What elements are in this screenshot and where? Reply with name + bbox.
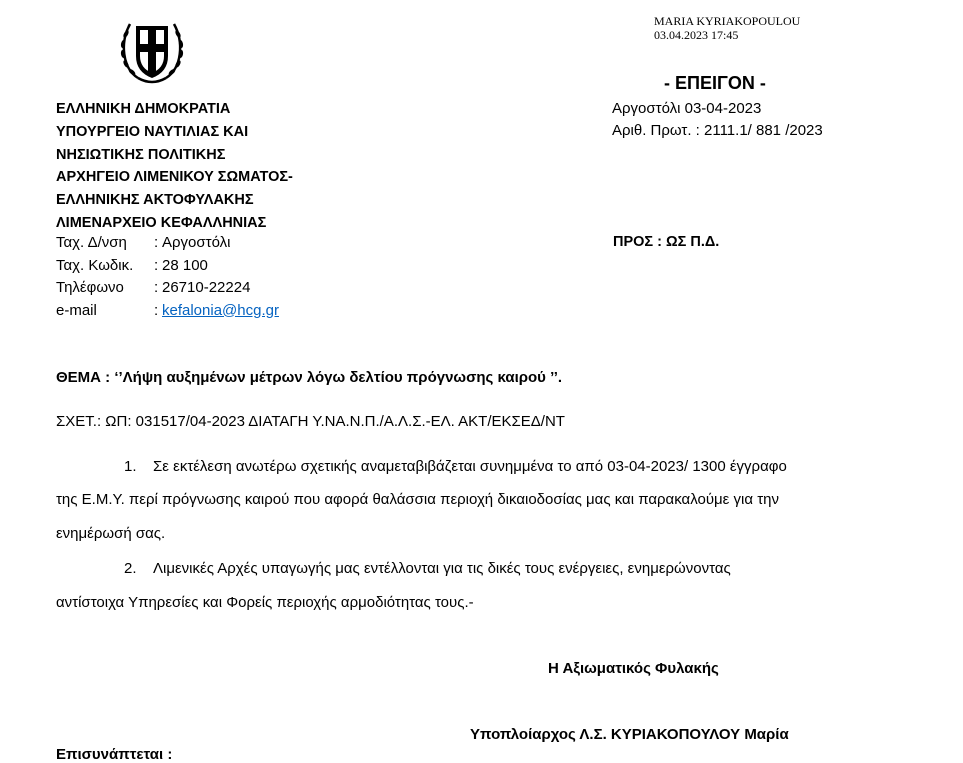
paragraph-line: της Ε.Μ.Υ. περί πρόγνωσης καιρού που αφορά θαλάσσια περιοχή δικαιοδοσίας μας και παρακαλούμε για την bbox=[56, 491, 779, 508]
org-line: ΛΙΜΕΝΑΡΧΕΙΟ ΚΕΦΑΛΛΗΝΙΑΣ bbox=[56, 214, 267, 231]
contact-row: Ταχ. Δ/νση : Αργοστόλι bbox=[56, 232, 279, 255]
paragraph-number: 2. bbox=[124, 560, 137, 577]
paragraph-line: Σε εκτέλεση ανωτέρω σχετικής αναμεταβιβάζεται συνημμένα το από 03-04-2023/ 1300 έγγραφο bbox=[153, 458, 787, 475]
paragraph-line: ενημέρωσή σας. bbox=[56, 525, 166, 542]
email-link[interactable]: kefalonia@hcg.gr bbox=[162, 301, 279, 319]
subject: ΘΕΜΑ : ‘’Λήψη αυξημένων μέτρων λόγω δελτίου πρόγνωσης καιρού ’’. bbox=[56, 369, 563, 386]
reference: ΣΧΕΤ.: ΩΠ: 031517/04-2023 ΔΙΑΤΑΓΗ Υ.ΝΑ.Ν.Π./Α.Λ.Σ.-ΕΛ. ΑΚΤ/ΕΚΣΕΔ/ΝΤ bbox=[56, 413, 565, 430]
attachments-label: Επισυνάπτεται : bbox=[56, 746, 173, 763]
org-line: ΑΡΧΗΓΕΙΟ ΛΙΜΕΝΙΚΟΥ ΣΩΜΑΤΟΣ- bbox=[56, 169, 293, 186]
signature-role: Η Αξιωματικός Φυλακής bbox=[548, 660, 719, 677]
org-line: ΕΛΛΗΝΙΚΗΣ ΑΚΤΟΦΥΛΑΚΗΣ bbox=[56, 192, 254, 209]
contact-row: Τηλέφωνο : 26710-22224 bbox=[56, 277, 279, 300]
org-line: ΕΛΛΗΝΙΚΗ ΔΗΜΟΚΡΑΤΙΑ bbox=[56, 101, 231, 117]
org-line: ΝΗΣΙΩΤΙΚΗΣ ΠΟΛΙΤΙΚΗΣ bbox=[56, 146, 226, 163]
digital-signature bbox=[654, 14, 800, 42]
signature-name: Υποπλοίαρχος Λ.Σ. ΚΥΡΙΑΚΟΠΟΥΛΟΥ Μαρία bbox=[470, 726, 789, 743]
org-line: ΥΠΟΥΡΓΕΙΟ ΝΑΥΤΙΛΙΑΣ ΚΑΙ bbox=[56, 123, 249, 140]
paragraph-line: αντίστοιχα Υπηρεσίες και Φορείς περιοχής αρμοδιότητας τους.- bbox=[56, 594, 474, 611]
contact-label: Ταχ. Κωδικ. bbox=[56, 256, 134, 274]
signer-name: MARIA KYRIAKOPOULOU bbox=[654, 14, 801, 28]
paragraph-number: 1. bbox=[124, 458, 137, 475]
contact-value: 28 100 bbox=[162, 256, 208, 274]
recipient: ΠΡΟΣ : ΩΣ Π.Δ. bbox=[613, 234, 720, 250]
contact-value: 26710-22224 bbox=[162, 279, 251, 296]
organization-header bbox=[56, 98, 293, 235]
contact-label: Ταχ. Δ/νση bbox=[56, 234, 127, 251]
paragraph-line: Λιμενικές Αρχές υπαγωγής μας εντέλλονται για τις δικές τους ενέργειες, ενημερώνοντας bbox=[153, 560, 731, 577]
contact-value: Αργοστόλι bbox=[162, 234, 231, 251]
contact-row: Ταχ. Κωδικ. : 28 100 bbox=[56, 255, 279, 278]
contact-info bbox=[56, 232, 279, 322]
contact-label: Τηλέφωνο bbox=[56, 279, 124, 296]
place-date: Αργοστόλι 03-04-2023 bbox=[612, 100, 762, 117]
urgency-label: - ΕΠΕΙΓΟΝ - bbox=[664, 73, 766, 93]
protocol-number: Αριθ. Πρωτ. : 2111.1/ 881 /2023 bbox=[612, 122, 823, 139]
contact-row: e-mail : kefalonia@hcg.gr bbox=[56, 300, 279, 323]
signature-timestamp: 03.04.2023 17:45 bbox=[654, 28, 739, 42]
greek-coat-of-arms-icon bbox=[118, 12, 186, 88]
email-label: e-mail bbox=[56, 301, 97, 319]
